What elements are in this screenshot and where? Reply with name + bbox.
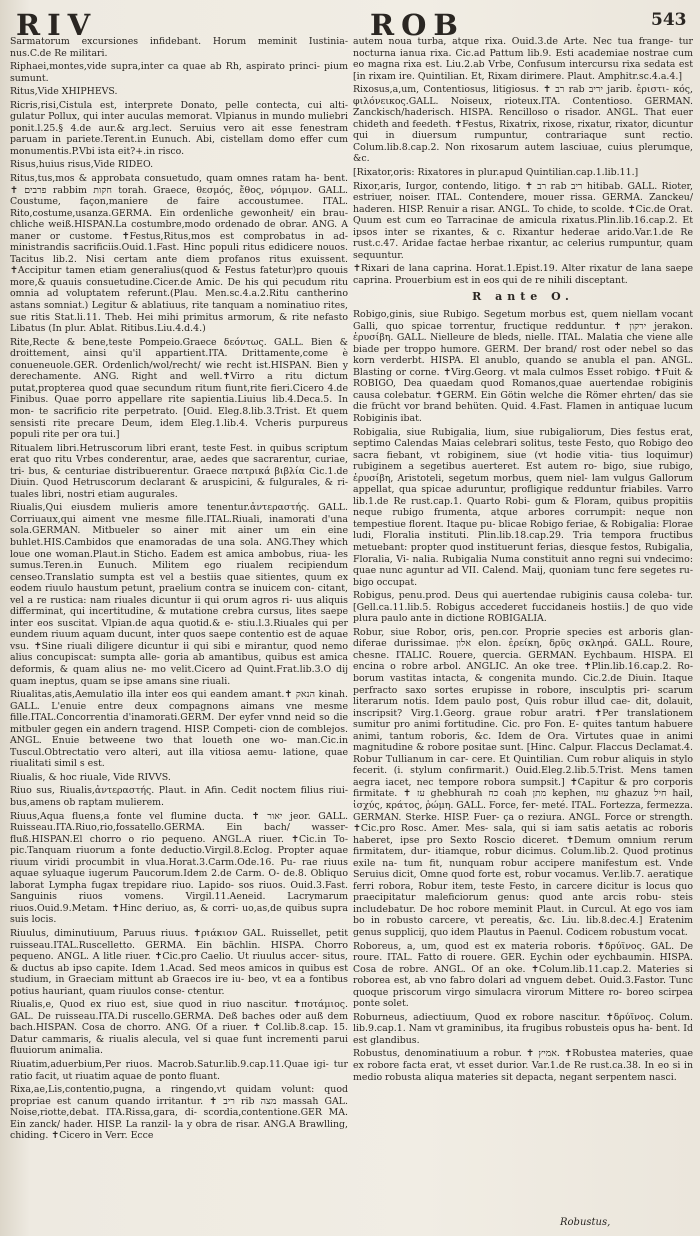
entry-paragraph: Roburneus, adiectiuum, Quod ex robore nascitur. ✝δρύϊνος. Colum. lib.9.cap.1. Nam vt graminibus, ita frugibus robusteis opus ha- bent. Id est glandibus. xyxy=(353,1011,693,1046)
entry-paragraph: Robigus, penu.prod. Deus qui auertendae rubiginis causa coleba- tur. [Gell.ca.11.lib.5. Robigus accederet fuccidaneis hostiis.] de quo vide plura paulo ante in dictione ROBIGALIA. xyxy=(353,590,693,625)
entry-paragraph: Ritualem libri.Hetruscorum libri erant, teste Fest. in quibus scriptum erat quo ritu Vrbes conderentur, arae, aedes que sacrarentur, curiae, tri- bus, & centuriae distribuerentur. Graece πατρικά βιβλία Cic.1.de Diuin. Quod Hetruscorum declarant & aruspicini, & fulgurales, & ri- tuales libri, nostri etiam augurales. xyxy=(10,442,348,500)
entry-paragraph: Riphaei,montes,vide supra,inter ca quae ab Rh, aspirato princi- pium sumunt. xyxy=(10,61,348,84)
entry-paragraph: Robigalia, siue Rubigalia, lium, siue rubigaliorum, Dies festus erat, septimo Calendas Maias celebrari solitus, teste Festo, quo Robigo deo sacra fiebant, vt robiginem, siue (vt hodie vitia- tius loquimur) rubiginem a segetibus auerteret. Est autem ro- bigo, siue rubigo, ἐρυσίβη, Aristoteli, segetum morbus, quem niel- lam vulgus Gallorum appellat, qua spicae aduruntur, profligique redduntur friabiles. Varro lib.1.de Re rust.cap.1. Quarto Robi- gum & Floram, quibus propitiis neque rubigo frumenta, atque arbores corrumpit: neque non tempestiue florent. Itaque pu- blicae Robigo feriae, & Robigalia: Florae ludi, Floralia instituti. Plin.lib.18.cap.29. Tria tempora fructibus metuebant: propter quod instituerunt ferias, diesque festos, Rubigalia, Floralia, Vi- nalia. Rubigalia Numa constituit anno regni sui vndecimo: quae nunc aguntur ad VII. Calend. Maij, quoniam tunc fere segetes ru- bigo occupat. xyxy=(353,426,693,588)
entry-paragraph: Ricris,risi,Cistula est, interprete Donato, pelle contecta, cui alti- gulatur Pollux, qui inter auculas memorat. Vlpianus in mundo muliebri ponit.l.25.§ 4.de aur.& arg.lect. Seruius vero ait esse fenestram paruam in pariete.Terent.in Eunuch. Abi, cistellam domo effer cum monumentis.P.Vbi ista eit?+.in risco. xyxy=(10,99,348,157)
section-heading: R ante O. xyxy=(472,290,574,304)
entry-paragraph: Robustus, denominatiuum a robur. ✝ אמיץ. ✝Robustea materies, quae ex robore facta erat, vt esset durior. Var.1.de Re rust.ca.38. In eo si in medio robusta aliqua materies sit depacta, negant serpentem nasci. xyxy=(353,1048,693,1083)
entry-paragraph: Riuatim,aduerbium,Per riuos. Macrob.Satur.lib.9.cap.11.Quae igi- tur ratio facit, ut riuatim aquae de ponto fluant. xyxy=(10,1059,348,1082)
entry-paragraph: autem noua turba, atque rixa. Ouid.3.de Arte. Nec tua frange- tur nocturna ianua rixa. Cic.ad Pattum lib.9. Esti academiae nostrae cum eo magna rixa est. Liu.2.ab Vrbe, Confusum intercursu rixa sedata est [in rixam ire. Quintilian. Et, Rixam dirimere. Plaut. Amphitr.sc.4.a.4.] xyxy=(353,36,693,82)
entry-paragraph: Ritus,Vide XHIPHEVS. xyxy=(10,86,118,98)
catchword: Robustus, xyxy=(560,1217,611,1228)
entry-paragraph: Robigo,ginis, siue Rubigo. Segetum morbus est, quem niellam vocant Galli, quo spicae torrentur, fructique redduntur. ✝ ירקון jerakon. ἐρυσίβη. GALL. Nielleure de bleds, nielle. ITAL. Malatia che viene alle biade per troppo humore. GERM. Der brand/ rost oder nebel so das korn verderbt. HISPA. El anublo, quando se anubla el pan. ANGL. Blasting or corne. ✝Virg.Georg. vt mala culmos Esset robigo. ✝Fuit & ROBIGO, Dea quaedam quod Romanos,quae auertendae robiginis causa colebatur. ✝GERM. Ein Götin welche die Römer ehrten/ das sie die frücht vor brand behüten. Quid. 4.Fast. Flamen in antiquae lucum Robiginis ibat. xyxy=(353,309,693,424)
entry-paragraph: Riualitas,atis,Aemulatio illa inter eos qui eandem amant.✝ הנאק kinah. GALL. L'enuie entre deux compagnons aimans vne mesme fille.ITAL.Concorrentia d'inamorati.GERM. Der eyfer vnnd neid so die mitbuler gegen ein andern tragend. HISP. Competi- cion de comblejos. ANGL. Enuie betweene two that loueth one wo- man.Cic.in Tuscul.Obtrectatio vero alteri, aut illa vitiosa aemu- latione, quae riualitati simil s est. xyxy=(10,689,348,770)
entry-paragraph: Riualis, & hoc riuale, Vide RIVVS. xyxy=(10,771,171,783)
entry-paragraph: Risus,huius risus,Vide RIDEO. xyxy=(10,159,154,171)
entry-paragraph: Rixa,ae,Lis,contentio,pugna, a ringendo,vt quidam volunt: quod propriae est canum quando irritantur. ✝ ריב rib מצה massah GAL. Noise,riotte,debat. ITA.Rissa,gara, di- scordia,contentione.GER MA. Ein zanck/ hader. HISP. La ranzil- la y obra de risar. ANG.A Brawlling, chiding. ✝Cicero in Verr. Ecce xyxy=(10,1084,348,1142)
entry-paragraph: Robur, siue Robor, oris, pen.cor. Proprie species est arboris glan- diferae durissimae. אלון elon. ἐρείκη, δρῦς σκληρά. GALL. Roure, chesne. ITALIC. Rouere, quercia. GERMAN. Eychbaum. HISPA. El encina o robre arbol. ANGLIC. An oke tree. ✝Plin.lib.16.cap.2. Ro- borum vastitas intacta, & congenita mundo. Cic.2.de Diuin. Itaque perfracto saxo sortes erupisse in robore, insculptis pri- scarum literarum notis. Idem paulo post, Quis robur illud cae- dit, dolauit, inscripsit? Virg.1.Georg. graue robur aratri. ✝Per translationem sumitur pro animi fortitudine. Cic. pro Fon. E- quites tantum habuere animi, tantum roboris, &c. Idem de Ora. Virtutes quae in animi magnitudine & robore positae sunt. [Hinc. Calpur. Flaccus Declamat.4. Robur Tullianum in car- cere. Et Quintilian. Cum robur aliquis in stylo fecerit. (i. stylum confirmarit.) Ouid.Eleg.2.lib.5.Trist. Mens tamen aegra iacet, nec tempore robora sumpsit.] ✝Capitur & pro corporis firmitate. ✝ עז ghebhurah כח coah מתן kephen, עזוז ghazuz חיל hail, ἰσχύς, κράτος, ῥώμη. GALL. Force, fer- meté. ITAL. Fortezza, fermezza. GERMAN. Sterke. HISP. Fuer- ça o reziura. ANGL. Force or strength. ✝Cic.pro Rosc. Amer. Mes- sala, qui si iam satis aetatis ac roboris haberet, ipse pro Sexto Roscio diceret. ✝Demum omnium rerum firmitatem, dur- itiamque, robur dicimus. Colum.lib.2. Quod protinus exile na- tum fit, nunquam robur accipere manifestum est. Vnde Seruius dicit, Omne quod forte est, robur vocamus. Ver.lib.7. aeratique ferri robora, Robur item, teste Festo, in carcere dicitur is locus quo praecipitatur maleficiorum genus: quod ante arcis robu- steis includebatur. De hoc robore meminit Plaut. in Curcul. At ego vos iam bo in robusto carcere, vt pereatis, &c. Liu. lib.8.dec.4.] Eratenim genus supplicij, quo idem Plautus in Paenul. Codicem robustum vocat. xyxy=(353,626,693,939)
entry-paragraph: Roboreus, a, um, quod est ex materia roboris. ✝δρύϊνος. GAL. De roure. ITAL. Fatto di rouere. GER. Eychin oder eychbaumin. HISPA. Cosa de robre. ANGL. Of an oke. ✝Colum.lib.11.cap.2. Materies si roborea est, ab vno fabro dolari ad vnguem debet. Ouid.3.Fastor. Tunc quoque priscorum virgo simulacra virorum Mittere ro- boreo scirpea ponte solet. xyxy=(353,940,693,1010)
entry-paragraph: Sarmatorum excursiones infidebant. Horum meminit Iustinia- nus.C.de Re militari. xyxy=(10,36,348,59)
right-column xyxy=(353,36,693,1085)
entry-paragraph: Riuus,Aqua fluens,a fonte vel flumine ducta. ✝ יאור jeor. GALL. Ruisseau.ITA.Riuo,rio,fossatello.GERMA. Ein bach/ wasser- fluß.HISPAN.El chorro o rio pequeno. ANGL.A riuer. ✝Cic.in To- pic.Tanquam riuorum a fonte deductio.Virgil.8.Eclog. Propter aquae riuum viridi procumbit in vlua.Horat.3.Carm.Ode.16. Pu- rae riuus aquae syluaque iugerum Paucorum.Idem 2.de Carm. O- de.8. Obliquo laborat Lympha fugax trepidare riuo. Lapido- sos riuos. Ouid.3.Fast. Sanguinis riuos vomens. Virgil.11.Aeneid. Lacrymarum riuos.Ouid.9.Metam. ✝Hinc deriuo, as, & corri- uo,as,de quibus supra suis locis. xyxy=(10,810,349,926)
left-column xyxy=(10,36,348,1144)
entry-paragraph: Rite,Recte & bene,teste Pompeio.Graece δεόντως. GALL. Bien & droittement, ainsi qu'il appartient.ITA. Drittamente,come è conueneuole.GER. Ordenlich/wol/recht/ wie recht ist.HISPAN. Bien y derechamente. ANG. Right and well.✝Virro a ritu dictum putat,propterea quod quae secundum ritum fiunt,rite fieri.Cicero 4.de Finibus. Quae porro appellare rite sapientia.Liuius lib.4.Deca.5. In mon- te sacrificio rite perpetrato. [Ouid. Eleg.8.lib.3.Trist. Et quem sensisti rite precare Deum, idem Eleg.1.lib.4. Vcheris purpureus populi rite per ora tui.] xyxy=(10,336,348,441)
entry-paragraph: Riuulus, diminutiuum, Paruus riuus. ✝ριάκιον GAL. Ruissellet, petit ruisseau.ITAL.Ruscelletto. GERMA. Ein bächlin. HISPA. Chorro pequeno. ANGL. A litle riuer. ✝Cic.pro Caelio. Ut riuulus accer- situs, & ductus ab ipso capite. Idem 1.Acad. Sed meos amicos in quibus est studium, in Graeciam mittunt ab Graecos ire iu- beo, vt ea a fontibus potius hauriant, quam riuulos conse- ctentur. xyxy=(10,928,348,997)
entry-paragraph: ✝Rixari de lana caprina. Horat.1.Epist.19. Alter rixatur de lana saepe caprina. Prouerbium est in eos qui de re nihili disceptant. xyxy=(353,263,693,286)
header-left-guideword: RIV xyxy=(16,8,98,42)
header-right-guideword: ROB xyxy=(370,8,465,42)
entry-paragraph: [Rixator,oris: Rixatores in plur.apud Quintilian.cap.1.lib.11.] xyxy=(353,167,639,179)
entry-paragraph: Rixor,aris, Iurgor, contendo, litigo. ✝ רב rab ריב hitibab. GALL. Rioter, estriuer, noiser. ITAL. Contendere, mouer rissa. GERMA. Zanckeu/ haderen. HISP. Renuir a risar. ANGL. To chide, to scolde. ✝Cic.de Orat. Quum est cum eo Tarracinae de amicula rixatus.Plin.lib.16.cap.2. Et ipsos inter se rixantes, & c. Rixantur hederae arido.Var.1.de Re rust.c.47. Aridae factae herbae rixantur, ac celerius rumpuntur, quam sequuntur. xyxy=(353,180,693,261)
entry-paragraph: Rixosus,a,um, Contentiosus, litigiosus. ✝ רב rab יריב jarib. ἐριστι- κός, φιλόνεικος.GALL. Noiseux, rioteux.ITA. Contentioso. GERMAN. Zanckisch/haderisch. HISPA. Rencilloso o risador. ANGL. That euer chideth and feedeth. ✝Festus, Rixatrix, rixose, rixatur, rixator, dicuntur qui in diuersum rumpuntur, contrariaque sunt rectio. Colum.lib.8.cap.2. Non rixosarum autem lasciuae, cuius plerumque, &c. xyxy=(353,84,693,165)
entry-paragraph: Riuo sus, Riualis,ἀντεραστής. Plaut. in Afin. Cedit noctem filius riui- bus,amens ob raptam mulierem. xyxy=(10,785,348,808)
page-number: 543 xyxy=(651,10,687,30)
entry-paragraph: Riualis,Qui eiusdem mulieris amore tenentur.ἀντεραστής. GALL. Corriuaux,qui aiment vne mesme fille.ITAL.Riuali, inamorati d'una sola.GERMAN. Mitbueler so ainer mit ainer um ein eine buhlet.HIS.Cambidos que enamoradas de una sola. ANG.They which loue one woman.Plaut.in Sticho. Eadem est amica ambobus, riua- les sumus.Teren.in Eunuch. Militem ego riualem recipiendum censeo.Translatio sumpta est vel a bestiis quae sitientes, quum ex eodem riuulo haustum petunt, praelium contra se inuicem con- citant, vel a re rustica: nam riuales dicuntur ii qui orum agros ri- uus aliquis differminat, qui incertitudine, & mutatione crebra cursus, lites saepe inter eos suscitat. Vlpian.de aqua quotid.& e- stiu.l.3.Riuales qui per eundem riuum aquam ducunt, inter quos saepe contentio est de aquae vsu. ✝Sine riuali diligere dicuntur ii qui sibi e mirantur, quod nemo alius concupiscat: sumpta alle- goria ab amantibus, quibus est amica deformis, & quam alius ne- mo velit.Cicero ad Quint.Frat.lib.3.O dij quam ineptus, quam se ipse amans sine riuali. xyxy=(10,502,348,687)
entry-paragraph: Ritus,tus,mos & approbata consuetudo, quam omnes ratam ha- bent. ✝ פרבים rabbim חקות torah. Graece, θεσμός, ἔθος, νόμιμον. GALL. Coustume, façon,maniere de faire accoustumee. ITAL. Rito,costume,usanza.GERMA. Ein ordenliche gewonheit/ ein brau- chliche weiß.HISPAN.La costumbre,modo ordenado de obrar. ANG. A maner or custome. ✝Festus,Ritus,mos est comprobatus in ad- ministrandis sacrificiis.Ouid.1.Fast. Hinc populi ritus edidicere nouos. Tacitus lib.2. Nisi certam ante diem profanos ritus exuissent. ✝Accipitur tamen etiam generalius(quod & Festus fatetur)pro quouis more,& quauis consuetudine.Cicer.de Amic. De his qui pecudum ritu omnia ad voluptatem referunt.(Plau. Men.sc.4.a.2.Ritu cantherino astans somniat.) Legitur & ablatiuus, rite tanquam a nominatiuo rites, sue ritis Stat.li.11. Theb. Hei mihi primitus armorum, & rite nefasto Libatus (In plur. Ablat. Ritibus.Liu.4.d.4.) xyxy=(10,173,348,335)
entry-paragraph: Riualis,e, Quod ex riuo est, siue quod in riuo nascitur. ✝ποτάμιος. GAL. De ruisseau.ITA.Di ruscello.GERMA. Deß baches oder auß dem bach.HISPAN. Cosa de chorro. ANG. Of a riuer. ✝ Col.lib.8.cap. 15. Datur cammaris, & riualis alecula, vel si quae funt incrementi parui fluuiorum animalia. xyxy=(10,999,348,1057)
